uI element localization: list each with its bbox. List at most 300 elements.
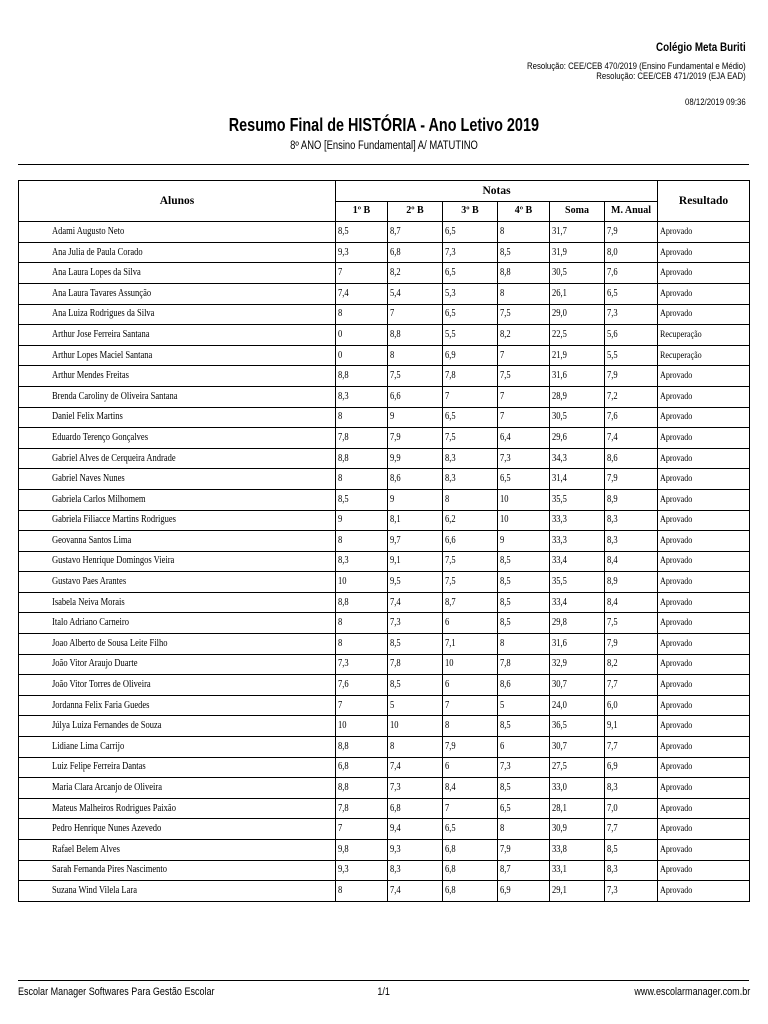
grade-cell [498,366,550,387]
grade-cell [443,263,498,284]
row-spacer [19,778,50,799]
result-cell [658,489,750,510]
grade-cell [498,798,550,819]
cell-text: 6,5 [500,473,511,485]
grade-cell [550,242,605,263]
cell-text: Ana Laura Lopes da Silva [51,267,141,279]
page-title: Resumo Final de HISTÓRIA - Ano Letivo 2019 [228,115,540,135]
cell-text: 9 [390,411,395,423]
result-cell [658,407,750,428]
table-row [19,572,750,593]
cell-text: 8,7 [500,864,511,876]
grade-cell [443,798,498,819]
grade-cell [498,428,550,449]
grade-cell [550,263,605,284]
grade-cell [605,572,658,593]
grade-cell [336,366,388,387]
grade-cell [605,242,658,263]
col-b2: 2º B [388,201,443,222]
grade-cell [336,407,388,428]
cell-text: Aprovado [660,741,693,752]
table-row [19,325,750,346]
cell-text: 7 [390,308,395,320]
student-name [50,840,336,861]
grade-cell [550,778,605,799]
grade-cell [388,366,443,387]
cell-text: 6,8 [390,246,401,258]
cell-text: 8 [445,493,450,505]
grade-cell [498,613,550,634]
cell-text: 7,3 [607,308,618,320]
grade-cell [388,448,443,469]
cell-text: 8,3 [445,473,456,485]
cell-text: 8,5 [500,246,511,258]
cell-text: 7,8 [338,431,349,443]
class-subtitle: 8º ANO [Ensino Fundamental] A/ MATUTINO [290,140,478,152]
cell-text: 7,5 [445,431,456,443]
table-row [19,469,750,490]
grade-cell [336,345,388,366]
cell-text: Lidiane Lima Carrijo [51,740,124,752]
grade-cell [605,737,658,758]
cell-text: Gabriela Carlos Milhomem [51,493,145,505]
grade-cell [443,222,498,243]
grade-cell [550,386,605,407]
cell-text: Jordanna Felix Faria Guedes [51,699,149,711]
cell-text: 7,7 [607,679,618,691]
grade-cell [550,304,605,325]
cell-text: 8 [500,287,505,299]
grade-cell [336,386,388,407]
result-cell [658,386,750,407]
cell-text: 6,8 [445,843,456,855]
table-row [19,428,750,449]
cell-text: 6,8 [338,761,349,773]
grade-cell [388,840,443,861]
cell-text: Aprovado [660,268,693,279]
row-spacer [19,757,50,778]
grade-cell [388,572,443,593]
cell-text: 30,5 [552,411,567,423]
cell-text: 7,5 [607,617,618,629]
table-row [19,716,750,737]
result-cell [658,325,750,346]
grade-cell [605,757,658,778]
cell-text: Brenda Caroliny de Oliveira Santana [51,390,178,402]
grade-cell [336,798,388,819]
cell-text: Italo Adriano Carneiro [51,617,129,629]
cell-text: 0 [338,328,343,340]
cell-text: 6,8 [390,802,401,814]
table-row [19,531,750,552]
grade-cell [550,283,605,304]
cell-text: 6,6 [445,534,456,546]
grade-cell [498,222,550,243]
cell-text: 5 [500,699,505,711]
cell-text: 36,5 [552,720,567,732]
table-row [19,366,750,387]
grade-cell [443,551,498,572]
cell-text: 7,3 [338,658,349,670]
cell-text: João Vitor Torres de Oliveira [51,679,151,691]
student-name [50,345,336,366]
grade-cell [443,469,498,490]
grade-cell [498,283,550,304]
cell-text: Júlya Luiza Fernandes de Souza [51,720,162,732]
table-row [19,222,750,243]
cell-text: 8,5 [500,617,511,629]
grade-cell [336,510,388,531]
result-cell [658,345,750,366]
cell-text: 35,5 [552,493,567,505]
student-name [50,737,336,758]
grade-cell [388,489,443,510]
student-name [50,778,336,799]
cell-text: Ana Julia de Paula Corado [51,246,143,258]
cell-text: 8,2 [390,267,401,279]
cell-text: 33,0 [552,782,567,794]
cell-text: 10 [500,493,509,505]
grade-cell [605,654,658,675]
grade-cell [336,737,388,758]
col-b3: 3º B [443,201,498,222]
cell-text: 8,8 [338,596,349,608]
cell-text: 9 [500,534,505,546]
grade-cell [498,840,550,861]
cell-text: 32,9 [552,658,567,670]
result-cell [658,428,750,449]
cell-text: 29,8 [552,617,567,629]
result-cell [658,695,750,716]
cell-text: 26,1 [552,287,567,299]
row-spacer [19,469,50,490]
grade-cell [550,819,605,840]
row-spacer [19,222,50,243]
grade-cell [388,386,443,407]
grade-cell [336,654,388,675]
cell-text: Gabriela Filiacce Martins Rodrigues [51,514,176,526]
cell-text: Aprovado [660,762,693,773]
student-name [50,325,336,346]
student-name [50,222,336,243]
grade-cell [388,737,443,758]
grade-cell [550,489,605,510]
cell-text: 7,4 [390,761,401,773]
row-spacer [19,613,50,634]
cell-text: Aprovado [660,309,693,320]
cell-text: 8,1 [390,514,401,526]
cell-text: 8 [390,349,395,361]
grade-cell [605,819,658,840]
grade-cell [443,716,498,737]
cell-text: 7,3 [390,617,401,629]
row-spacer [19,695,50,716]
cell-text: 22,5 [552,328,567,340]
grade-cell [388,551,443,572]
page-number: 1/1 [377,986,391,998]
grade-cell [388,283,443,304]
student-name [50,860,336,881]
grade-cell [336,592,388,613]
student-name [50,551,336,572]
student-name [50,366,336,387]
grade-cell [388,675,443,696]
table-row [19,778,750,799]
cell-text: 8,3 [338,555,349,567]
row-spacer [19,551,50,572]
cell-text: 8,3 [607,864,618,876]
cell-text: 6,8 [445,864,456,876]
cell-text: Geovanna Santos Lima [51,534,131,546]
cell-text: 30,7 [552,679,567,691]
cell-text: 7 [445,699,450,711]
table-row [19,634,750,655]
cell-text: 8 [338,617,343,629]
cell-text: 7,6 [607,411,618,423]
table-row [19,489,750,510]
cell-text: 6,2 [445,514,456,526]
grade-cell [388,242,443,263]
grade-cell [388,695,443,716]
grade-cell [605,551,658,572]
cell-text: 5,3 [445,287,456,299]
cell-text: João Vitor Araujo Duarte [51,658,138,670]
grade-cell [498,881,550,902]
grade-cell [605,428,658,449]
table-row [19,345,750,366]
cell-text: 7,9 [607,637,618,649]
grade-cell [605,840,658,861]
cell-text: Rafael Belem Alves [51,843,120,855]
grade-cell [336,448,388,469]
table-row [19,592,750,613]
cell-text: 8,5 [338,493,349,505]
cell-text: 29,0 [552,308,567,320]
cell-text: Aprovado [660,618,693,629]
grade-cell [605,263,658,284]
student-name [50,428,336,449]
grade-cell [605,325,658,346]
grade-cell [336,325,388,346]
cell-text: 8,3 [390,864,401,876]
cell-text: Aprovado [660,535,693,546]
cell-text: 10 [338,720,347,732]
grade-cell [443,325,498,346]
cell-text: 6,5 [445,267,456,279]
cell-text: 8,0 [607,246,618,258]
col-b1: 1º B [336,201,388,222]
cell-text: 8 [445,720,450,732]
cell-text: 8,6 [390,473,401,485]
row-spacer [19,386,50,407]
cell-text: 8,3 [607,514,618,526]
grade-cell [605,634,658,655]
grade-cell [388,613,443,634]
cell-text: 7 [338,823,343,835]
table-row [19,737,750,758]
cell-text: Luiz Felipe Ferreira Dantas [51,761,146,773]
grade-cell [388,592,443,613]
result-cell [658,242,750,263]
grade-cell [605,613,658,634]
grade-cell [443,675,498,696]
footer-website: www.escolarmanager.com.br [634,986,750,998]
grade-cell [443,345,498,366]
grade-cell [443,489,498,510]
cell-text: 7,9 [607,370,618,382]
cell-text: 33,3 [552,514,567,526]
cell-text: 10 [338,576,347,588]
grade-cell [605,716,658,737]
grade-cell [550,366,605,387]
row-spacer [19,572,50,593]
row-spacer [19,325,50,346]
grade-cell [605,510,658,531]
grade-cell [605,592,658,613]
cell-text: 27,5 [552,761,567,773]
grade-cell [443,860,498,881]
cell-text: 8,8 [338,370,349,382]
cell-text: Gustavo Henrique Domingos Vieira [51,555,174,567]
row-spacer [19,489,50,510]
student-name [50,881,336,902]
result-cell [658,283,750,304]
cell-text: 9 [390,493,395,505]
row-spacer [19,634,50,655]
result-cell [658,757,750,778]
row-spacer [19,881,50,902]
cell-text: 8,4 [607,555,618,567]
grade-cell [498,654,550,675]
cell-text: 8,7 [445,596,456,608]
grade-cell [336,428,388,449]
result-cell [658,654,750,675]
cell-text: 10 [445,658,454,670]
grade-cell [336,634,388,655]
row-spacer [19,531,50,552]
grade-cell [498,778,550,799]
cell-text: 8,5 [500,720,511,732]
grade-cell [498,551,550,572]
cell-text: 7,5 [500,308,511,320]
grade-cell [550,654,605,675]
grade-cell [336,263,388,284]
cell-text: Aprovado [660,494,693,505]
cell-text: 9,5 [390,576,401,588]
bottom-divider [18,980,749,981]
cell-text: 31,6 [552,370,567,382]
table-row [19,283,750,304]
cell-text: 8 [338,411,343,423]
cell-text: 8,3 [607,782,618,794]
grade-cell [388,531,443,552]
cell-text: 7,9 [607,473,618,485]
result-cell [658,778,750,799]
table-row [19,304,750,325]
grade-cell [605,881,658,902]
cell-text: Aprovado [660,515,693,526]
result-cell [658,840,750,861]
cell-text: 9 [338,514,343,526]
grade-cell [605,798,658,819]
cell-text: 8 [338,308,343,320]
grade-cell [336,819,388,840]
grade-cell [550,592,605,613]
grade-cell [498,407,550,428]
cell-text: Eduardo Terenço Gonçalves [51,431,148,443]
grade-cell [550,510,605,531]
cell-text: 29,6 [552,431,567,443]
grade-cell [336,242,388,263]
grade-cell [498,737,550,758]
cell-text: 7,5 [390,370,401,382]
grade-cell [336,531,388,552]
row-spacer [19,798,50,819]
grade-cell [336,613,388,634]
row-spacer [19,345,50,366]
grade-cell [498,675,550,696]
cell-text: 24,0 [552,699,567,711]
cell-text: 6,4 [500,431,511,443]
cell-text: Joao Alberto de Sousa Leite Filho [51,637,167,649]
student-name [50,675,336,696]
cell-text: 7 [445,390,450,402]
grade-cell [605,675,658,696]
grade-cell [498,572,550,593]
cell-text: Sarah Fernanda Pires Nascimento [51,864,167,876]
cell-text: 7,8 [338,802,349,814]
cell-text: 7,8 [500,658,511,670]
resolution-line-1: Resolução: CEE/CEB 470/2019 (Ensino Fundamental e Médio) [527,61,746,72]
cell-text: Maria Clara Arcanjo de Oliveira [51,782,162,794]
student-name [50,242,336,263]
grade-cell [605,860,658,881]
result-cell [658,572,750,593]
cell-text: 7,3 [445,246,456,258]
cell-text: Recuperação [660,350,702,361]
cell-text: Aprovado [660,844,693,855]
cell-text: Aprovado [660,288,693,299]
cell-text: 29,1 [552,884,567,896]
grade-cell [388,716,443,737]
cell-text: Gabriel Naves Nunes [51,473,125,485]
row-spacer [19,510,50,531]
cell-text: Arthur Lopes Maciel Santana [51,349,152,361]
title-block [0,114,768,153]
cell-text: 8,8 [338,782,349,794]
row-spacer [19,242,50,263]
cell-text: 7 [338,699,343,711]
grade-cell [388,634,443,655]
grade-cell [605,366,658,387]
cell-text: 7,7 [607,740,618,752]
cell-text: 0 [338,349,343,361]
cell-text: 8 [500,225,505,237]
top-divider [18,164,749,165]
row-spacer [19,428,50,449]
grade-cell [336,222,388,243]
grade-cell [550,634,605,655]
result-cell [658,860,750,881]
grade-cell [336,860,388,881]
cell-text: Aprovado [660,680,693,691]
grade-cell [443,757,498,778]
table-row [19,798,750,819]
cell-text: 8,2 [500,328,511,340]
grade-cell [498,469,550,490]
cell-text: Aprovado [660,803,693,814]
grade-cell [498,325,550,346]
